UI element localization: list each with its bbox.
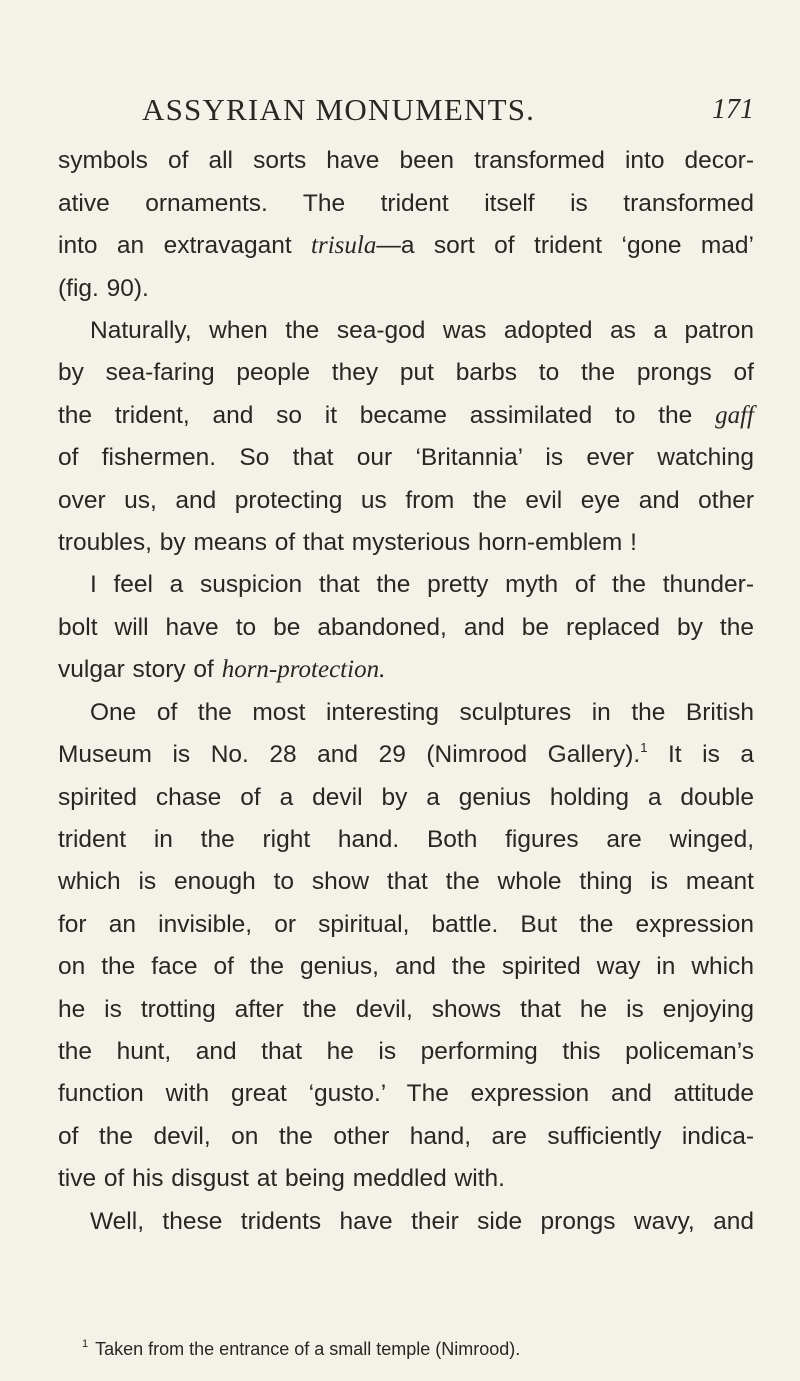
text-line: symbols of all sorts have been transformed into decor- <box>58 147 754 174</box>
italic-term: horn-protection. <box>221 656 386 683</box>
text-line <box>58 231 754 261</box>
text-line: trident in the right hand. Both figures are winged, <box>58 826 754 853</box>
text-line: which is enough to show that the whole thing is meant <box>58 868 754 895</box>
text-line: function with great ‘gusto.’ The expression and attitude <box>58 1080 754 1107</box>
text-line: One of the most interesting sculptures in the British <box>90 699 754 726</box>
text-line: of fishermen. So that our ‘Britannia’ is ever watching <box>58 444 754 471</box>
text-run: the trident, and so it became assimilated to the <box>58 402 716 429</box>
text-run: Museum is No. 28 and 29 (Nimrood Gallery). <box>58 741 641 768</box>
page-number: 171 <box>712 94 754 125</box>
footnote-marker: 1 <box>640 740 648 755</box>
text-line: for an invisible, or spiritual, battle. But the expression <box>58 911 754 938</box>
text-line: bolt will have to be abandoned, and be replaced by the <box>58 614 754 641</box>
text-line <box>58 401 754 431</box>
text-line: of the devil, on the other hand, are sufficiently indica- <box>58 1123 754 1150</box>
text-run: —a sort of trident ‘gone mad’ <box>376 232 754 259</box>
text-line <box>58 740 754 770</box>
text-line: he is trotting after the devil, shows that he is enjoying <box>58 996 754 1023</box>
text-line: (fig. 90). <box>58 275 149 302</box>
text-line: on the face of the genius, and the spirited way in which <box>58 953 754 980</box>
footnote-number: 1 <box>82 1338 89 1350</box>
text-line: I feel a suspicion that the pretty myth of the thunder- <box>90 571 754 598</box>
text-run: vulgar story of <box>58 656 222 683</box>
text-line <box>58 655 385 685</box>
text-line: over us, and protecting us from the evil eye and other <box>58 487 754 514</box>
text-run: into an extravagant <box>58 232 312 259</box>
footnote-text: Taken from the entrance of a small temple (Nimrood). <box>95 1339 521 1359</box>
text-line: by sea-faring people they put barbs to the prongs of <box>58 359 754 386</box>
running-head: ASSYRIAN MONUMENTS. <box>142 92 536 127</box>
text-run: It is a <box>647 741 754 768</box>
text-line: tive of his disgust at being meddled with. <box>58 1165 505 1192</box>
italic-term: gaff <box>715 402 754 429</box>
text-line: troubles, by means of that mysterious horn-emblem ! <box>58 529 637 556</box>
text-line: the hunt, and that he is performing this policeman’s <box>58 1038 754 1065</box>
italic-term: trisula <box>311 232 377 259</box>
text-line: Naturally, when the sea-god was adopted as a patron <box>90 317 754 344</box>
footnote <box>82 1337 520 1361</box>
text-line: Well, these tridents have their side prongs wavy, and <box>90 1208 754 1235</box>
text-line: ative ornaments. The trident itself is transformed <box>58 190 754 217</box>
page-header <box>58 92 754 132</box>
text-line: spirited chase of a devil by a genius holding a double <box>58 784 754 811</box>
